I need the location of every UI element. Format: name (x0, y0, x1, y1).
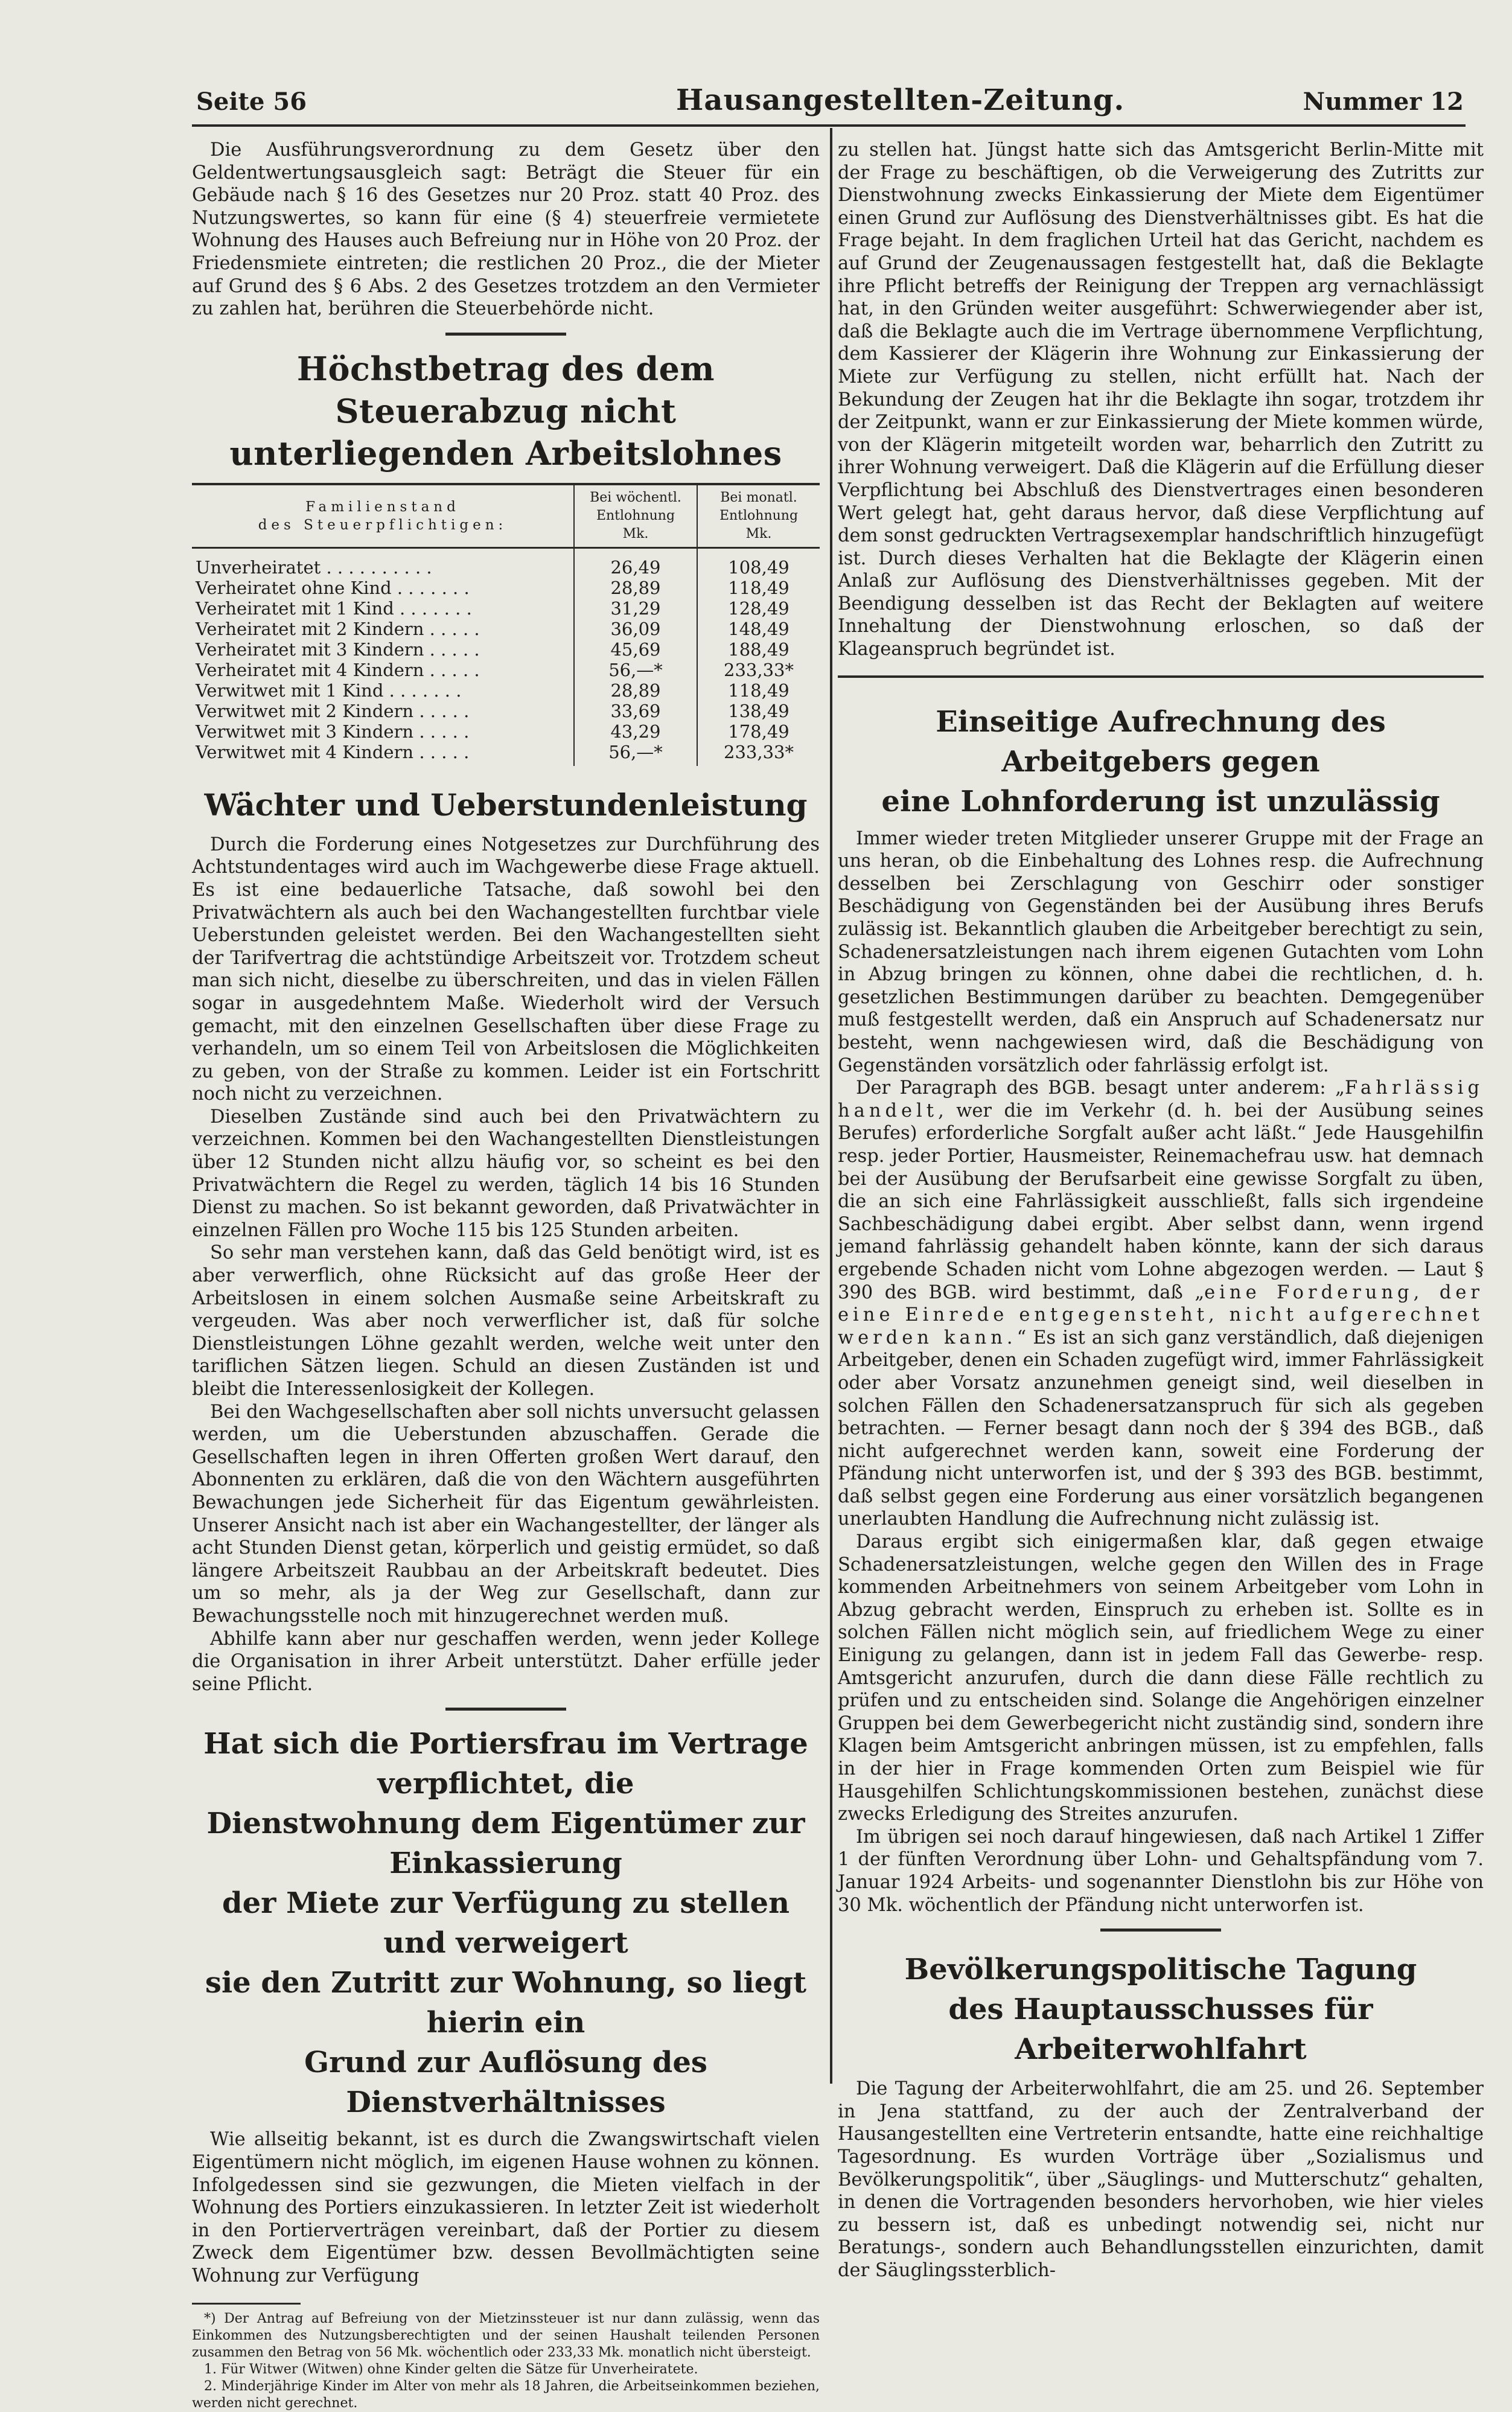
table-header-row (192, 484, 820, 548)
waechter-paragraph: Bei den Wachgesellschaften aber soll nichts unversucht gelassen werden, um die Ueberstunden abzuschaffen. Gerade die Gesellschaften legen in ihren Offerten großen Wert darauf, den Abonnenten zu erklären, daß die von den Wächtern ausgeführten Bewachungen jede Sicherheit für das Eigentum gewährleisten. Unserer Ansicht nach ist aber ein Wachangestellter, der länger als acht Stunden Dienst getan, körperlich und geistig ermüdet, so daß längere Arbeitszeit Raubbau an der Arbeitskraft bedeutet. Dies um so mehr, als ja der Weg zur Gesellschaft, dann zur Bewachungsstelle noch mit hinzugerechnet werden muß. (192, 1401, 820, 1627)
spaced-quote: Fahrlässig handelt (838, 1077, 1484, 1121)
table-row (192, 619, 820, 639)
tagung-article (838, 1950, 1484, 2282)
row-monthly: 118,49 (697, 578, 820, 598)
newspaper-title: Hausangestellten-Zeitung. (676, 83, 1125, 117)
tagung-paragraph: Die Tagung der Arbeiterwohlfahrt, die am 25. und 26. September in Jena stattfand, zu der auch der Zentralverband der Hausangestellten eine Vertreterin entsandte, hatte eine reichhaltige Tagesordnung. Es wurden Vorträge über „Sozialismus und Bevölkerungspolitik“, über „Säuglings- und Mutterschutz“ gehalten, in denen die Vortragenden besonders hervorhoben, wie hier vieles zu bessern ist, daß es unbedingt notwendig sei, nicht nur Beratungs-, sondern auch Behandlungsstellen einzurichten, damit der Säuglingssterblich- (838, 2078, 1484, 2281)
text-run: “ Es ist an sich ganz verständlich, daß diejenigen Arbeitgeber, denen ein Schaden zugefügt wird, immer Fahrlässigkeit oder aber Vorsatz anzunehmen geneigt sind, weil dieselben in solchen Fällen den Schadenersatzanspruch für sich als gegeben betrachten. — Ferner besagt dann noch der § 394 des BGB., daß nicht aufgerechnet werden kann, soweit eine Forderung der Pfändung nicht unterworfen ist, und der § 393 des BGB. bestimmt, daß selbst gegen eine Forderung aus einer vorsätzlich begangenen unerlaubten Handlung die Aufrechnung nicht zulässig ist. (838, 1327, 1484, 1530)
footnote: 1. Für Witwer (Witwen) ohne Kinder gelten die Sätze für Unverheiratete. (204, 2362, 698, 2378)
tagung-title-line1: Bevölkerungspolitische Tagung (904, 1953, 1417, 1987)
row-weekly: 26,49 (574, 547, 697, 578)
text-run: , wer die im Verkehr (d. h. bei der Ausübung seines Berufes) erforderliche Sorgfalt außer acht läßt.“ Jede Hausgehilfin resp. jeder Portier, Hausmeister, Reinemachefrau usw. hat demnach bei der Ausübung der Berufsarbeit eine gewisse Sorgfalt zu üben, die an sich eine Fahrlässigkeit ausschließt, falls sich irgendeine Sachbeschädigung dabei ergibt. Aber selbst dann, wenn irgend jemand fahrlässig gehandelt haben könnte, kann der sich daraus ergebende Schaden nicht vom Lohne abgezogen werden. — Laut § 390 des BGB. wird bestimmt, daß „ (838, 1100, 1484, 1303)
row-label: Verheiratet mit 3 Kindern . . . . . (196, 639, 480, 660)
right-column (838, 139, 1484, 2282)
row-weekly: 56,—* (574, 660, 697, 680)
row-monthly: 233,33* (697, 742, 820, 766)
header-rule (192, 124, 1466, 127)
row-weekly: 31,29 (574, 598, 697, 619)
footnote: 2. Minderjährige Kinder im Alter von mehr als 18 Jahren, die Arbeitseinkommen beziehen, werden nicht gerechnet. (192, 2379, 820, 2411)
page-number: Seite 56 (196, 88, 307, 116)
waechter-title: Wächter und Ueberstundenleistung (204, 786, 808, 823)
row-label: Verwitwet mit 4 Kindern . . . . . (196, 741, 470, 762)
table-row (192, 742, 820, 766)
table-row (192, 639, 820, 660)
portiersfrau-title-line1: Hat sich die Portiersfrau im Vertrage verpflichtet, die (203, 1727, 808, 1801)
portiersfrau-title-line3: der Miete zur Verfügung zu stellen und verweigert (222, 1886, 789, 1961)
aufrechnung-article (838, 702, 1484, 1917)
row-monthly: 148,49 (697, 619, 820, 639)
col-header-weekly-line1: Bei wöchentl. (590, 490, 681, 505)
col-header-monthly-line1: Bei monatl. (720, 490, 797, 505)
text-run: Der Paragraph des BGB. besagt unter anderem: „ (856, 1077, 1345, 1099)
aufrechnung-paragraph: Daraus ergibt sich einigermaßen klar, daß gegen etwaige Schadenersatzleistungen, welche gegen den Willen des in Frage kommenden Arbeitnehmers von seinem Arbeitgeber vom Lohn in Abzug gebracht werden, Einspruch zu erheben ist. Sollte es in solchen Fällen nicht möglich sein, auf friedlichem Wege zu einer Einigung zu gelangen, dann ist in jedem Fall das Gewerbe- resp. Amtsgericht anzurufen, durch die dann diese Fälle rechtlich zu prüfen und zu entscheiden sind. Solange die Angehörigen einzelner Gruppen bei dem Gewerbegericht nicht zuständig sind, sondern ihre Klagen beim Amtsgericht anbringen müssen, ist zu empfehlen, falls in der hier in Frage kommenden Orten zum Beispiel wie für Hausgehilfen Schlichtungskommissionen bestehen, zunächst diese zwecks Erledigung des Streites anzurufen. (838, 1531, 1484, 1825)
row-label: Unverheiratet . . . . . . . . . . (196, 557, 432, 578)
row-label: Verheiratet mit 1 Kind . . . . . . . (196, 598, 472, 619)
portiersfrau-title-line2: Dienstwohnung dem Eigentümer zur Einkassierung (206, 1807, 805, 1881)
intro-paragraph: Die Ausführungsverordnung zu dem Gesetz über den Geldentwertungsausgleich sagt: Beträgt die Steuer für ein Gebäude nach § 16 des Gesetzes nur 20 Proz. statt 40 Proz. des Nutzungswertes, so kann für eine (§ 4) steuerfreie vermietete Wohnung des Hauses auch Befreiung nur in Höhe von 20 Proz. der Friedensmiete eintreten; die restlichen 20 Proz., die der Mieter auf Grund des § 6 Abs. 2 des Gesetzes trotzdem an den Vermieter zu zahlen hat, berühren die Steuerbehörde nicht. (192, 139, 820, 320)
row-weekly: 36,09 (574, 619, 697, 639)
table-row (192, 660, 820, 680)
waechter-paragraph: Abhilfe kann aber nur geschaffen werden, wenn jeder Kollege die Organisation in ihrer Arbeit unterstützt. Daher erfülle jeder seine Pflicht. (192, 1628, 820, 1695)
row-weekly: 28,89 (574, 680, 697, 701)
row-label: Verheiratet ohne Kind . . . . . . . (196, 577, 470, 598)
row-weekly: 28,89 (574, 578, 697, 598)
row-monthly: 178,49 (697, 721, 820, 742)
row-weekly: 45,69 (574, 639, 697, 660)
aufrechnung-title-line2: eine Lohnforderung ist unzulässig (881, 784, 1440, 818)
portiersfrau-title-line5: Grund zur Auflösung des Dienstverhältnisses (304, 2046, 707, 2120)
spaced-quote: eine Forderung, der eine Einrede entgegensteht, nicht aufgerechnet werden kann. (838, 1281, 1484, 1348)
table-row (192, 598, 820, 619)
waechter-paragraph: Durch die Forderung eines Notgesetzes zur Durchführung des Achtstundentages wird auch im Wachgewerbe diese Frage aktuell. Es ist eine bedauerliche Tatsache, daß sowohl bei den Privatwächtern als auch bei den Wachangestellten furchtbar viele Ueberstunden geleistet werden. Bei den Wachangestellten sieht der Tarifvertrag die achtstündige Arbeitszeit vor. Trotzdem scheut man sich nicht, dieselbe zu überschreiten, und das in vielen Fällen sogar in ausgedehntem Maße. Wiederholt wird der Versuch gemacht, mit den einzelnen Gesellschaften über diese Frage zu verhandeln, um so einem Teil von Arbeitslosen die Möglichkeiten zu geben, von der Straße zu kommen. Leider ist ein Fortschritt noch nicht zu verzeichnen. (192, 834, 820, 1105)
column-divider (830, 128, 832, 2084)
left-column (192, 139, 820, 2412)
portiersfrau-paragraph: Wie allseitig bekannt, ist es durch die Zwangswirtschaft vielen Eigentümern nicht möglich, im eigenen Hause wohnen zu können. Infolgedessen sind sie gezwungen, die Mieten vielfach in der Wohnung des Portiers einzukassieren. In letzter Zeit ist wiederholt in den Portierverträgen vereinbart, daß der Portier zu diesem Zweck dem Eigentümer bzw. dessen Bevollmächtigten seine Wohnung zur Verfügung (192, 2129, 820, 2286)
table-row (192, 721, 820, 742)
col-header-family-line1: Familienstand (305, 499, 460, 515)
col-header-monthly-line2: Entlohnung (719, 508, 799, 523)
col-header-monthly (697, 484, 820, 548)
aufrechnung-title-line1: Einseitige Aufrechnung des Arbeitgebers gegen (936, 704, 1386, 779)
table-row (192, 578, 820, 598)
row-weekly: 56,—* (574, 742, 697, 766)
table-row (192, 701, 820, 721)
row-monthly: 108,49 (697, 547, 820, 578)
col-header-family-line2: des Steuerpflichtigen: (258, 517, 508, 533)
col-header-family (192, 484, 574, 548)
row-label: Verwitwet mit 2 Kindern . . . . . (196, 700, 470, 721)
tagung-title-line2: des Hauptausschusses für Arbeiterwohlfahrt (948, 1992, 1373, 2067)
aufrechnung-paragraph: Im übrigen sei noch darauf hingewiesen, daß nach Artikel 1 Ziffer 1 der fünften Verordnung über Lohn- und Gehaltspfändung vom 7. Januar 1924 Arbeits- und sogenannter Dienstlohn bis zur Höhe von 30 Mk. wöchentlich der Pfändung nicht unterworfen ist. (838, 1826, 1484, 1916)
portier-continuation: zu stellen hat. Jüngst hatte sich das Amtsgericht Berlin-Mitte mit der Frage zu beschäftigen, ob die Verweigerung des Zutritts zur Dienstwohnung zwecks Einkassierung der Miete dem Eigentümer einen Grund zur Auflösung des Dienstverhältnisses gibt. Es hat die Frage bejaht. In dem fraglichen Urteil hat das Gericht, nachdem es auf Grund der Zeugenaussagen festgestellt hat, daß die Beklagte ihre Pflicht betreffs der Reinigung der Treppen arg vernachlässigt hat, in den Gründen weiter ausgeführt: Schwerwiegender aber ist, daß die Beklagte auch die im Vertrage übernommene Verpflichtung, dem Kassierer der Klägerin ihre Wohnung zur Einkassierung der Miete zur Verfügung zu stellen, nicht erfüllt hat. Nach der Bekundung der Zeugen hat ihr die Beklagte ihn sogar, trotzdem ihr der Zeitpunkt, wann er zur Einkassierung der Miete kommen würde, von der Klägerin mitgeteilt worden war, beharrlich den Zutritt zu ihrer Wohnung verweigert. Daß die Klägerin auf die Erfüllung dieser Verpflichtung bei Abschluß des Dienstvertrages einen besonderen Wert gelegt hat, geht daraus hervor, daß diese Verpflichtung auf dem sonst gedruckten Vertragsexemplar handschriftlich hinzugefügt ist. Durch dieses Verhalten hat die Beklagte der Klägerin einen Anlaß zur Auflösung des Dienstverhältnisses gegeben. Mit der Beendigung desselben ist das Recht der Beklagten auf weitere Innehaltung der Dienstwohnung erloschen, so daß der Klageanspruch begründet ist. (838, 139, 1484, 660)
col-header-weekly (574, 484, 697, 548)
col-header-weekly-unit: Mk. (622, 526, 649, 541)
row-monthly: 233,33* (697, 660, 820, 680)
tax-table-section (192, 348, 820, 766)
portiersfrau-article (192, 1724, 820, 2287)
issue-number: Nummer 12 (1303, 88, 1464, 116)
footnote-rule (192, 2303, 301, 2305)
portiersfrau-title-line4: sie den Zutritt zur Wohnung, so liegt hierin ein (205, 1966, 807, 2040)
row-monthly: 188,49 (697, 639, 820, 660)
row-label: Verwitwet mit 1 Kind . . . . . . . (196, 680, 462, 701)
row-monthly: 128,49 (697, 598, 820, 619)
tax-table-title-line1: Höchstbetrag des dem Steuerabzug nicht (296, 349, 715, 430)
waechter-article (192, 784, 820, 1696)
aufrechnung-paragraph: Immer wieder treten Mitglieder unserer Gruppe mit der Frage an uns heran, ob die Einbehaltung des Lohnes resp. die Aufrechnung desselben bei Zerschlagung von Geschirr oder sonstiger Beschädigung von Gegenständen bei der Ausübung ihres Berufs zulässig ist. Bekanntlich glauben die Arbeitgeber berechtigt zu sein, Schadenersatzleistungen nach ihrem eigenen Gutachten vom Lohn in Abzug bringen zu können, ohne dabei die rechtlichen, d. h. gesetzlichen Bestimmungen darüber zu beachten. Demgegenüber muß festgestellt werden, daß ein Anspruch auf Schadenersatz nur besteht, wenn nachgewiesen wird, daß die Beschädigung von Gegenständen vorsätzlich oder fahrlässig erfolgt ist. (838, 828, 1484, 1076)
waechter-paragraph: Dieselben Zustände sind auch bei den Privatwächtern zu verzeichnen. Kommen bei den Wachangestellten Dienstleistungen über 12 Stunden nicht allzu häufig vor, so scheint es bei den Privatwächtern die Regel zu werden, täglich 14 bis 16 Stunden Dienst zu machen. So ist bekannt geworden, daß Privatwächter in einzelnen Fällen pro Woche 115 bis 125 Stunden arbeiten. (192, 1106, 820, 1241)
footnotes (192, 2311, 820, 2412)
tax-table-title-line2: unterliegenden Arbeitslohnes (229, 433, 782, 473)
row-label: Verwitwet mit 3 Kindern . . . . . (196, 721, 470, 742)
col-header-monthly-unit: Mk. (745, 526, 772, 541)
table-row (192, 547, 820, 578)
table-row (192, 680, 820, 701)
aufrechnung-paragraph (838, 1077, 1484, 1531)
row-weekly: 43,29 (574, 721, 697, 742)
footnote: *) Der Antrag auf Befreiung von der Mietzinssteuer ist nur dann zulässig, wenn das Einkommen des Nutzungsberechtigten und der seinen Haushalt teilenden Personen zusammen den Betrag von 56 Mk. wöchentlich oder 233,33 Mk. monatlich nicht übersteigt. (192, 2311, 820, 2361)
row-monthly: 138,49 (697, 701, 820, 721)
row-monthly: 118,49 (697, 680, 820, 701)
row-label: Verheiratet mit 4 Kindern . . . . . (196, 659, 480, 680)
row-weekly: 33,69 (574, 701, 697, 721)
waechter-paragraph: So sehr man verstehen kann, daß das Geld benötigt wird, ist es aber verwerflich, ohne Rücksicht auf das große Heer der Arbeitslosen in einem solchen Ausmaße seine Arbeitskraft zu vergeuden. Was aber noch verwerflicher ist, daß für solche Dienstleistungen Löhne gezahlt werden, welche weit unter den tariflichen Sätzen liegen. Schuld an diesen Zuständen ist und bleibt die Interessenlosigkeit der Kollegen. (192, 1242, 820, 1400)
row-label: Verheiratet mit 2 Kindern . . . . . (196, 618, 480, 639)
col-header-weekly-line2: Entlohnung (596, 508, 675, 523)
tax-table (192, 483, 820, 766)
